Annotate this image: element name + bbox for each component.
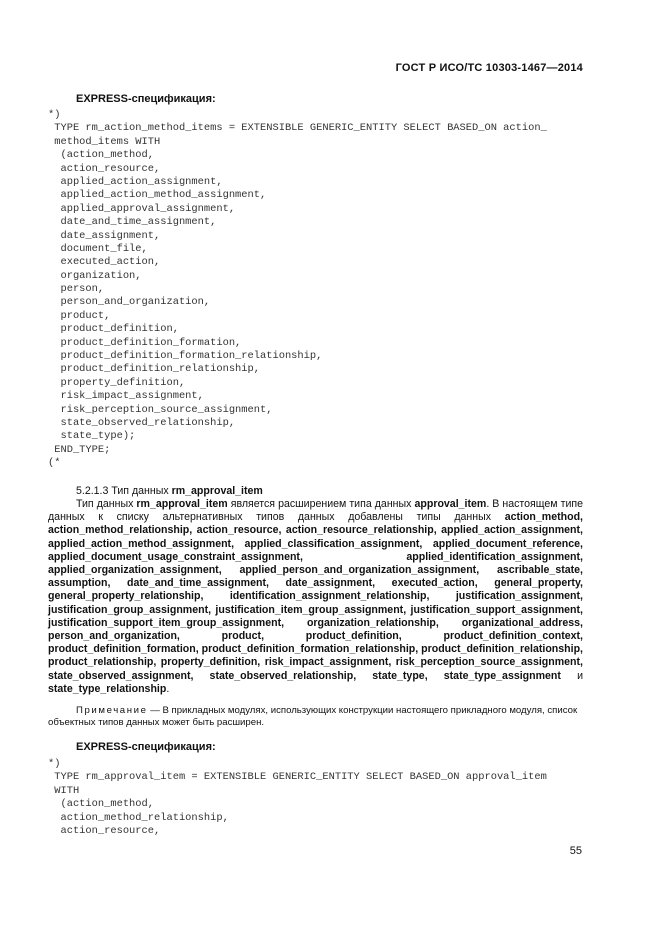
code-line: product_definition, xyxy=(48,323,179,336)
code-line: document_file, xyxy=(48,242,148,255)
code-line: property_definition, xyxy=(48,376,186,389)
code-line: product_definition_formation_relationship, xyxy=(48,350,323,363)
code-line: risk_perception_source_assignment, xyxy=(48,403,273,416)
express-spec-heading-2: EXPRESS-спецификация: xyxy=(76,741,216,753)
code-line: state_observed_relationship, xyxy=(48,416,236,429)
code-line: applied_action_method_assignment, xyxy=(48,189,267,202)
code-line: person_and_organization, xyxy=(48,296,211,309)
para-text: . xyxy=(166,682,170,695)
code-line: (* xyxy=(48,457,61,470)
code-line: applied_approval_assignment, xyxy=(48,202,236,215)
code-line: date_assignment, xyxy=(48,229,161,242)
note-label: Примечание xyxy=(76,705,148,716)
code-line: applied_action_assignment, xyxy=(48,175,223,188)
code-line: person, xyxy=(48,283,105,296)
para-text: является расширением типа данных xyxy=(227,498,415,510)
para-text: . В настоящем типе данных к списку альтернативных типов данных добавлены типы данных xyxy=(48,498,583,524)
code-line: WITH xyxy=(48,784,80,797)
para-term: state_type_relationship xyxy=(48,682,167,695)
description-paragraph xyxy=(48,498,583,696)
express-code-block-2 xyxy=(48,758,593,838)
para-text: и xyxy=(560,669,583,682)
code-line: *) xyxy=(48,109,61,121)
code-line: TYPE rm_action_method_items = EXTENSIBLE GENERIC_ENTITY SELECT BASED_ON action_ xyxy=(48,122,547,135)
code-line: action_method_relationship, xyxy=(48,811,229,824)
subsection-type-name: rm_approval_item xyxy=(171,485,263,497)
express-spec-heading: EXPRESS-спецификация: xyxy=(76,93,216,105)
code-line: END_TYPE; xyxy=(48,443,111,456)
document-header: ГОСТ Р ИСО/ТС 10303-1467—2014 xyxy=(395,62,583,74)
subsection-heading xyxy=(76,485,263,497)
code-line: (action_method, xyxy=(48,149,155,162)
code-line: *) xyxy=(48,758,61,770)
note xyxy=(48,705,583,730)
code-line: organization, xyxy=(48,269,142,282)
code-line: (action_method, xyxy=(48,798,155,811)
para-text: Тип данных xyxy=(76,498,137,510)
code-line: product_definition_relationship, xyxy=(48,363,261,376)
subsection-number: 5.2.1.3 Тип данных xyxy=(76,485,172,497)
code-line: risk_impact_assignment, xyxy=(48,390,204,403)
code-line: date_and_time_assignment, xyxy=(48,216,217,229)
code-line: executed_action, xyxy=(48,256,161,269)
code-line: product_definition_formation, xyxy=(48,336,242,349)
para-term-list: action_method, action_method_relationship, action_resource, action_resource_relationship, applied_action_assignment, applied_action_method_assignment, applied_classification_assignment, applied_document_reference, applied_document_usage_constraint_assignment, applied_identification_assignment, applied_organization_assignment, applied_person_and_organization_assignment, ascribable_state, assumption, date_and_time_assignment, date_assignment, executed_action, general_property, general_property_relationship, identification_assignment_relationship, justification_assignment, justification_group_assignment, justification_item_group_assignment, justification_support_assignment, justification_support_item_group_assignment, organization_relationship, organizational_address, person_and_organization, product, product_definition, product_definition_context, product_definition_formation, product_definition_formation_relationship, product_definition_relationship, product_relationship, property_definition, risk_impact_assignment, risk_perception_source_assignment, state_observed_assignment, state_observed_relationship, state_type, state_type_assignment xyxy=(48,511,583,682)
code-line: action_resource, xyxy=(48,162,161,175)
code-line: TYPE rm_approval_item = EXTENSIBLE GENERIC_ENTITY SELECT BASED_ON approval_item xyxy=(48,771,547,784)
para-term: approval_item xyxy=(414,498,487,510)
page-number: 55 xyxy=(569,845,582,857)
code-line: product, xyxy=(48,309,111,322)
code-line: action_resource, xyxy=(48,824,161,837)
code-line: state_type); xyxy=(48,430,136,443)
para-term: rm_approval_item xyxy=(136,498,228,510)
note-text: — В прикладных модулях, использующих конструкции настоящего прикладного модуля, список объектных типов данных может быть расширен. xyxy=(48,705,578,729)
code-line: method_items WITH xyxy=(48,135,161,148)
express-code-block xyxy=(48,109,593,471)
